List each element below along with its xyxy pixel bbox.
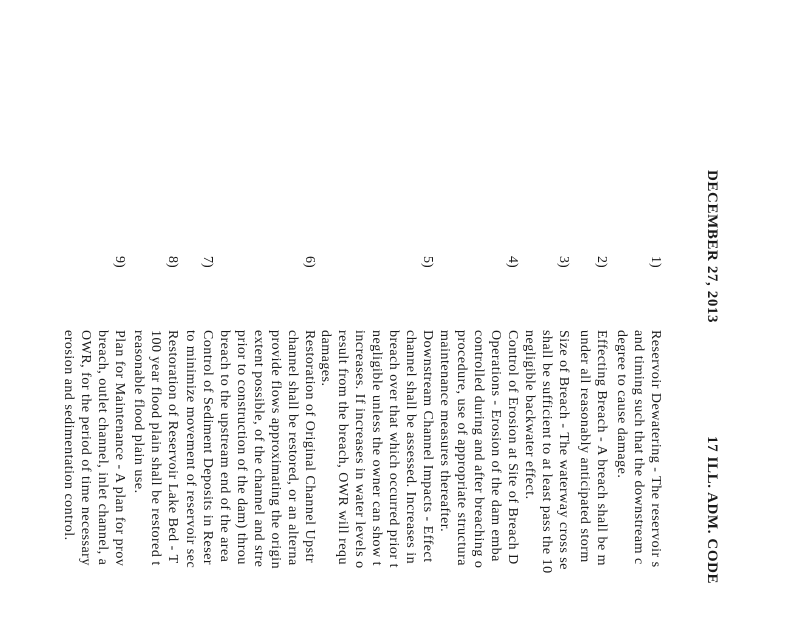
item-3-line-2: shall be sufficient to at least pass the 10 xyxy=(539,330,554,574)
item-number-4: 4) xyxy=(505,256,520,268)
item-2-line-1: Effecting Breach - A breach shall be m xyxy=(594,330,609,567)
item-number-7: 7) xyxy=(200,256,215,268)
item-6-line-8: to minimize movement of reservoir sec xyxy=(183,330,198,569)
item-4-line-5: maintenance measures thereafter. xyxy=(437,330,452,533)
item-5-line-1: Downstream Channel Impacts - Effect xyxy=(420,330,435,563)
item-6-line-2: channel shall be restored, or an alterna xyxy=(285,330,300,566)
item-9-line-1: Plan for Maintenance - A plan for prov xyxy=(112,330,127,567)
item-4-line-4: procedure, use of appropriate structura xyxy=(454,330,469,567)
item-number-6: 6) xyxy=(302,256,317,268)
header-code: 17 ILL. ADM. CODE xyxy=(704,436,720,585)
item-1-line-3: degree to cause damage. xyxy=(614,330,629,479)
item-5-line-4: negligible unless the owner can show t xyxy=(369,330,384,566)
item-6-line-6: breach to the upstream end of the area xyxy=(217,330,232,563)
item-number-9: 9) xyxy=(112,256,127,268)
item-number-8: 8) xyxy=(165,256,180,268)
item-8-line-3: reasonable flood plain use. xyxy=(131,330,146,494)
item-9-line-3: OWR, for the period of time necessary xyxy=(78,330,93,566)
item-8-line-2: 100 year flood plain shall be restored t xyxy=(148,330,163,566)
item-number-3: 3) xyxy=(556,256,571,268)
item-6-line-7: Control of Sediment Deposits in Reser xyxy=(200,330,215,566)
item-4-line-1: Control of Erosion at Site of Breach D xyxy=(505,330,520,565)
item-9-line-4: erosion and sedimentation control. xyxy=(61,330,76,541)
item-number-1: 1) xyxy=(648,256,663,268)
item-2-line-2: under all reasonably anticipated storm xyxy=(577,330,592,563)
item-4-line-3: controlled during and after breaching o xyxy=(471,330,486,569)
item-1-line-1: Reservoir Dewatering - The reservoir s xyxy=(648,330,663,568)
item-5-line-6: result from the breach, OWR will requ xyxy=(335,330,350,566)
item-5-line-3: breach over that which occurred prior t xyxy=(386,330,401,568)
item-number-2: 2) xyxy=(594,256,609,268)
item-5-line-5: increases. If increases in water levels o xyxy=(352,330,367,569)
item-5-line-7: damages. xyxy=(318,330,333,387)
item-5-line-2: channel shall be assessed. Increases in xyxy=(403,330,418,565)
header-date: DECEMBER 27, 2013 xyxy=(704,170,720,324)
item-3-line-3: negligible backwater effect. xyxy=(522,330,537,500)
item-number-5: 5) xyxy=(420,256,435,268)
item-9-line-2: breach, outlet channel, inlet channel, a xyxy=(95,330,110,566)
item-4-line-2: Operations - Erosion of the dam emba xyxy=(488,330,503,562)
item-1-line-2: and timing such that the downstream c xyxy=(631,330,646,565)
item-6-line-1: Restoration of Original Channel Upstr xyxy=(302,330,317,564)
item-6-line-5: prior to construction of the dam) throu xyxy=(234,330,249,565)
item-3-line-1: Size of Breach - The waterway cross se xyxy=(556,330,571,570)
item-6-line-3: provide flows approximating the origin xyxy=(268,330,283,570)
item-6-line-4: extent possible, of the channel and stre xyxy=(251,330,266,568)
item-8-line-1: Restoration of Reservoir Lake Bed - T xyxy=(165,330,180,564)
